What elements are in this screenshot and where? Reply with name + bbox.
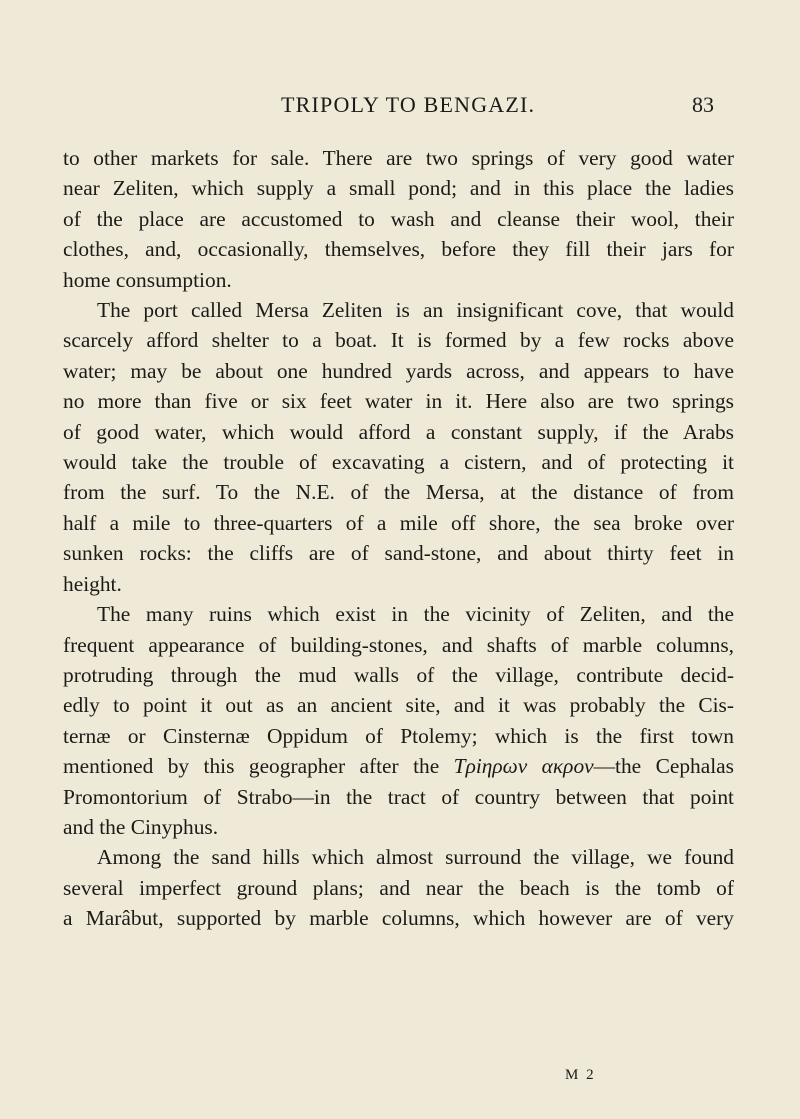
text-line: half a mile to three-quarters of a mile off shore, the sea broke over <box>63 510 734 535</box>
text-line: The port called Mersa Zeliten is an insignificant cove, that would <box>97 298 734 323</box>
paragraph <box>63 295 734 599</box>
text-line: from the surf. To the N.E. of the Mersa, at the distance of from <box>63 480 734 505</box>
text-line: frequent appearance of building-stones, and shafts of marble columns, <box>63 632 734 657</box>
text-line-with-greek <box>63 751 734 781</box>
text-line: The many ruins which exist in the vicinity of Zeliten, and the <box>97 602 734 627</box>
text-line: sunken rocks: the cliffs are of sand-stone, and about thirty feet in <box>63 541 734 566</box>
page-number: 83 <box>692 92 714 117</box>
text-line: clothes, and, occasionally, themselves, before they fill their jars for <box>63 237 734 262</box>
text-line: and the Cinyphus. <box>63 814 219 839</box>
paragraph <box>63 842 734 933</box>
text-line: a Marâbut, supported by marble columns, which however are of very <box>63 906 734 931</box>
text-segment: —the Cephalas <box>593 754 734 779</box>
text-line: height. <box>63 571 122 596</box>
text-line: Promontorium of Strabo—in the tract of country between that point <box>63 784 734 809</box>
running-title: TRIPOLY TO BENGAZI. <box>281 92 536 117</box>
paragraph <box>63 143 734 295</box>
text-line: of the place are accustomed to wash and cleanse their wool, their <box>63 206 734 231</box>
signature-mark: M 2 <box>565 1067 596 1083</box>
text-line: Among the sand hills which almost surround the village, we found <box>97 845 734 870</box>
text-line: would take the trouble of excavating a cistern, and of protecting it <box>63 450 734 475</box>
text-line: several imperfect ground plans; and near the beach is the tomb of <box>63 875 734 900</box>
text-line: ternæ or Cinsternæ Oppidum of Ptolemy; which is the first town <box>63 723 734 748</box>
text-line: near Zeliten, which supply a small pond; and in this place the ladies <box>63 176 734 201</box>
body-text <box>63 143 734 934</box>
text-line: no more than five or six feet water in it. Here also are two springs <box>63 389 734 414</box>
text-line: protruding through the mud walls of the village, contribute decid- <box>63 662 734 687</box>
text-line: of good water, which would afford a constant supply, if the Arabs <box>63 419 734 444</box>
text-line: home consumption. <box>63 267 232 292</box>
text-line: water; may be about one hundred yards across, and appears to have <box>63 358 734 383</box>
paragraph <box>63 599 734 842</box>
running-head <box>0 92 800 126</box>
text-line: scarcely afford shelter to a boat. It is formed by a few rocks above <box>63 328 734 353</box>
text-line: to other markets for sale. There are two springs of very good water <box>63 146 734 170</box>
text-segment: mentioned by this geographer after the <box>63 754 454 779</box>
greek-phrase: Τρiηρων ακρον <box>453 754 594 779</box>
text-line: edly to point it out as an ancient site, and it was probably the Cis- <box>63 693 734 718</box>
